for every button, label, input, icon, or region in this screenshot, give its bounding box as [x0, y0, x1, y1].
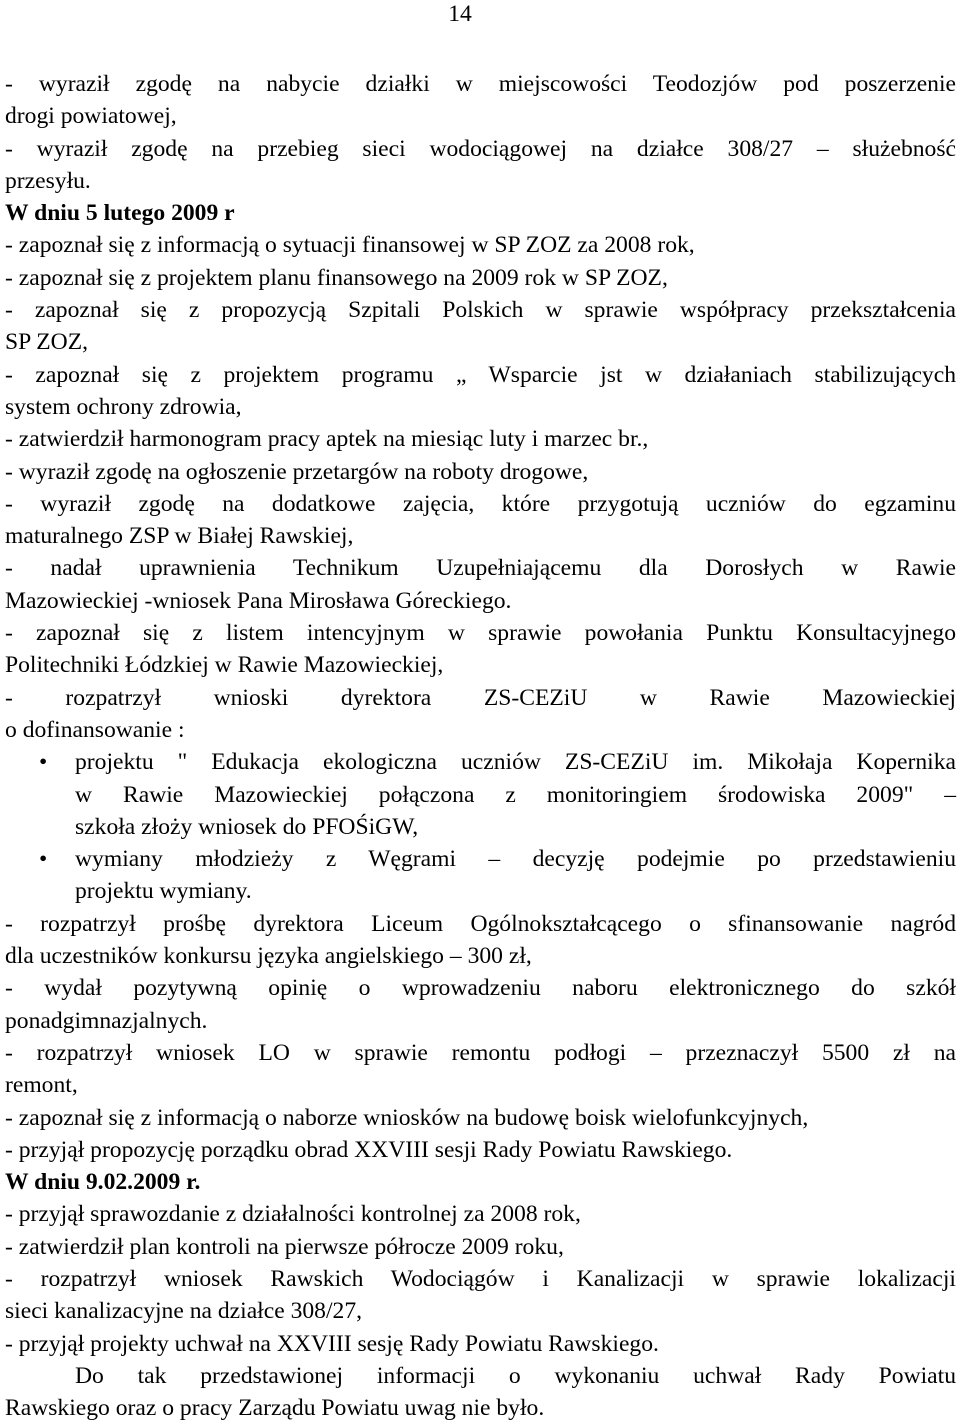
- text-line: Politechniki Łódzkiej w Rawie Mazowieckiej,: [5, 652, 444, 679]
- text-line: - nadał uprawnienia Technikum Uzupełniającemu dla Dorosłych w Rawie: [5, 555, 956, 582]
- text-line: - rozpatrzył wniosek Rawskich Wodociągów i Kanalizacji w sprawie lokalizacji: [5, 1265, 956, 1292]
- text-line: - zapoznał się z listem intencyjnym w sprawie powołania Punktu Konsultacyjnego: [5, 620, 956, 647]
- text-line: dla uczestników konkursu języka angielskiego – 300 zł,: [5, 943, 532, 970]
- text-line: - zapoznał się z informacją o sytuacji finansowej w SP ZOZ za 2008 rok,: [5, 232, 695, 259]
- bullet-icon: •: [39, 846, 48, 873]
- text-line: w Rawie Mazowieckiej połączona z monitoringiem środowiska 2009" –: [75, 781, 956, 808]
- text-line: - wyraził zgodę na ogłoszenie przetargów na roboty drogowe,: [5, 458, 589, 485]
- text-line: - wyraził zgodę na przebieg sieci wodociągowej na działce 308/27 – służebność: [5, 135, 956, 162]
- text-line: - rozpatrzył wniosek LO w sprawie remontu podłogi – przeznaczył 5500 zł na: [5, 1039, 956, 1066]
- text-line: - przyjął sprawozdanie z działalności kontrolnej za 2008 rok,: [5, 1201, 581, 1228]
- text-line: - wyraził zgodę na dodatkowe zajęcia, które przygotują uczniów do egzaminu: [5, 490, 956, 517]
- text-line: - zatwierdził harmonogram pracy aptek na miesiąc luty i marzec br.,: [5, 426, 649, 453]
- text-line: - zapoznał się z projektem planu finansowego na 2009 rok w SP ZOZ,: [5, 264, 668, 291]
- text-line: remont,: [5, 1072, 78, 1099]
- text-line: - wyraził zgodę na nabycie działki w miejscowości Teodozjów pod poszerzenie: [5, 71, 956, 97]
- text-line: maturalnego ZSP w Białej Rawskiej,: [5, 523, 354, 550]
- text-line: - zapoznał się z informacją o naborze wniosków na budowę boisk wielofunkcyjnych,: [5, 1104, 809, 1131]
- text-line: Rawskiego oraz o pracy Zarządu Powiatu uwag nie było.: [5, 1395, 545, 1422]
- text-line: SP ZOZ,: [5, 329, 89, 356]
- text-line: - przyjął projekty uchwał na XXVIII sesję Rady Powiatu Rawskiego.: [5, 1330, 659, 1357]
- bullet-icon: •: [39, 749, 48, 776]
- text-line: drogi powiatowej,: [5, 103, 177, 130]
- bullet-text: wymiany młodzieży z Węgrami – decyzję podejmie po przedstawieniu: [75, 846, 956, 873]
- text-line: ponadgimnazjalnych.: [5, 1007, 208, 1034]
- bullet-text: projektu " Edukacja ekologiczna uczniów ZS-CEZiU im. Mikołaja Kopernika: [75, 749, 956, 776]
- page-number: 14: [448, 1, 472, 27]
- text-line: przesyłu.: [5, 167, 91, 194]
- text-line: - przyjął propozycję porządku obrad XXVIII sesji Rady Powiatu Rawskiego.: [5, 1136, 733, 1163]
- text-line: sieci kanalizacyjne na działce 308/27,: [5, 1298, 363, 1325]
- text-line: - rozpatrzył wnioski dyrektora ZS-CEZiU w Rawie Mazowieckiej: [5, 684, 956, 711]
- section-heading: W dniu 5 lutego 2009 r: [5, 200, 235, 227]
- text-line: system ochrony zdrowia,: [5, 393, 242, 420]
- text-line: - zatwierdził plan kontroli na pierwsze półrocze 2009 roku,: [5, 1233, 564, 1260]
- text-line: o dofinansowanie :: [5, 716, 185, 743]
- document-body: [5, 68, 956, 1424]
- bullet-list-item: [5, 746, 956, 778]
- text-line: - zapoznał się z projektem programu „ Wsparcie jst w działaniach stabilizujących: [5, 361, 956, 388]
- text-line: - wydał pozytywną opinię o wprowadzeniu naboru elektronicznego do szkół: [5, 975, 956, 1002]
- text-line: - rozpatrzył prośbę dyrektora Liceum Ogólnokształcącego o sfinansowanie nagród: [5, 910, 956, 937]
- text-line: Mazowieckiej -wniosek Pana Mirosława Góreckiego.: [5, 587, 512, 614]
- text-line: - zapoznał się z propozycją Szpitali Polskich w sprawie współpracy przekształcenia: [5, 297, 956, 324]
- text-line: szkoła złoży wniosek do PFOŚiGW,: [75, 813, 419, 840]
- bullet-list-item: [5, 843, 956, 875]
- section-heading: W dniu 9.02.2009 r.: [5, 1169, 201, 1196]
- text-line: projektu wymiany.: [75, 878, 252, 905]
- text-line: Do tak przedstawionej informacji o wykonaniu uchwał Rady Powiatu: [75, 1362, 956, 1389]
